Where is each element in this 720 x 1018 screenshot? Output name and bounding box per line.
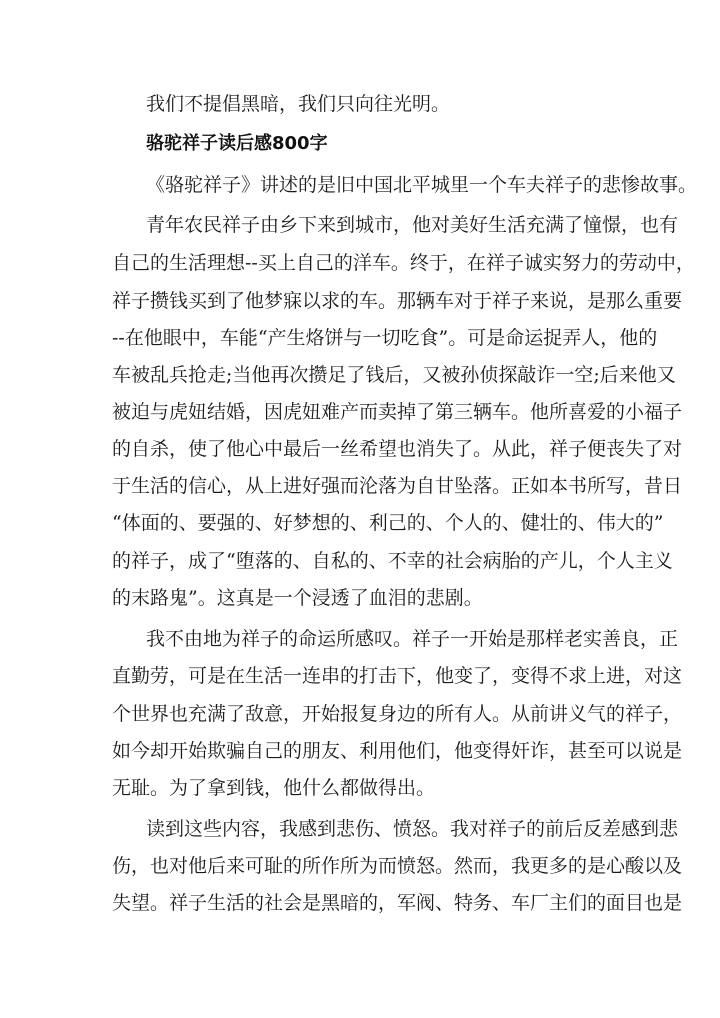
paragraph-4-line-2: 伤，也对他后来可耻的所作所为而愤怒。然而，我更多的是心酸以及 (112, 855, 683, 877)
paragraph-2-line-10: 的祥子，成了“堕落的、自私的、不幸的社会病胎的产儿，个人主义 (112, 550, 673, 572)
paragraph-4-line-3: 失望。祥子生活的社会是黑暗的，军阀、特务、车厂主们的面目也是 (112, 892, 683, 914)
paragraph-3-line-4: 如今却开始欺骗自己的朋友、利用他们，他变得奸诈，甚至可以说是 (112, 740, 683, 762)
paragraph-4-line-1: 读到这些内容，我感到悲伤、愤怒。我对祥子的前后反差感到悲 (146, 818, 679, 840)
paragraph-3-line-2: 直勤劳，可是在生活一连串的打击下，他变了，变得不求上进，对这 (112, 665, 683, 687)
paragraph-2-line-11: 的末路鬼”。这真是一个浸透了血泪的悲剧。 (112, 587, 483, 609)
paragraph-2-line-7: 的自杀，使了他心中最后一丝希望也消失了。从此，祥子便丧失了对 (112, 438, 683, 460)
paragraph-2-line-5: 车被乱兵抢走;当他再次攒足了钱后，又被孙侦探敲诈一空;后来他又 (112, 364, 676, 386)
paragraph-1-line-1: 《骆驼祥子》讲述的是旧中国北平城里一个车夫祥子的悲惨故事。 (146, 174, 698, 196)
paragraph-2-line-6: 被迫与虎妞结婚，因虎妞难产而卖掉了第三辆车。他所喜爱的小福子 (112, 401, 683, 423)
intro-line: 我们不提倡黑暗，我们只向往光明。 (146, 93, 451, 115)
paragraph-2-line-8: 于生活的信心，从上进好强而沦落为自甘坠落。正如本书所写，昔日 (112, 475, 683, 497)
paragraph-2-line-2: 自己的生活理想--买上自己的洋车。终于，在祥子诚实努力的劳动中， (112, 252, 695, 274)
paragraph-2-line-4: --在他眼中，车能“产生烙饼与一切吃食”。可是命运捉弄人，他的 (112, 327, 658, 349)
essay-title: 骆驼祥子读后感800字 (146, 133, 328, 154)
paragraph-2-line-1: 青年农民祥子由乡下来到城市，他对美好生活充满了憧憬，也有 (146, 214, 679, 236)
paragraph-3-line-1: 我不由地为祥子的命运所感叹。祥子一开始是那样老实善良，正 (146, 628, 679, 650)
paragraph-3-line-5: 无耻。为了拿到钱，他什么都做得出。 (112, 777, 436, 799)
paragraph-3-line-3: 个世界也充满了敌意，开始报复身边的所有人。从前讲义气的祥子， (112, 703, 683, 725)
paragraph-2-line-9: “体面的、要强的、好梦想的、利己的、个人的、健壮的、伟大的” (112, 512, 664, 534)
paragraph-2-line-3: 祥子攒钱买到了他梦寐以求的车。那辆车对于祥子来说，是那么重要 (112, 290, 683, 312)
